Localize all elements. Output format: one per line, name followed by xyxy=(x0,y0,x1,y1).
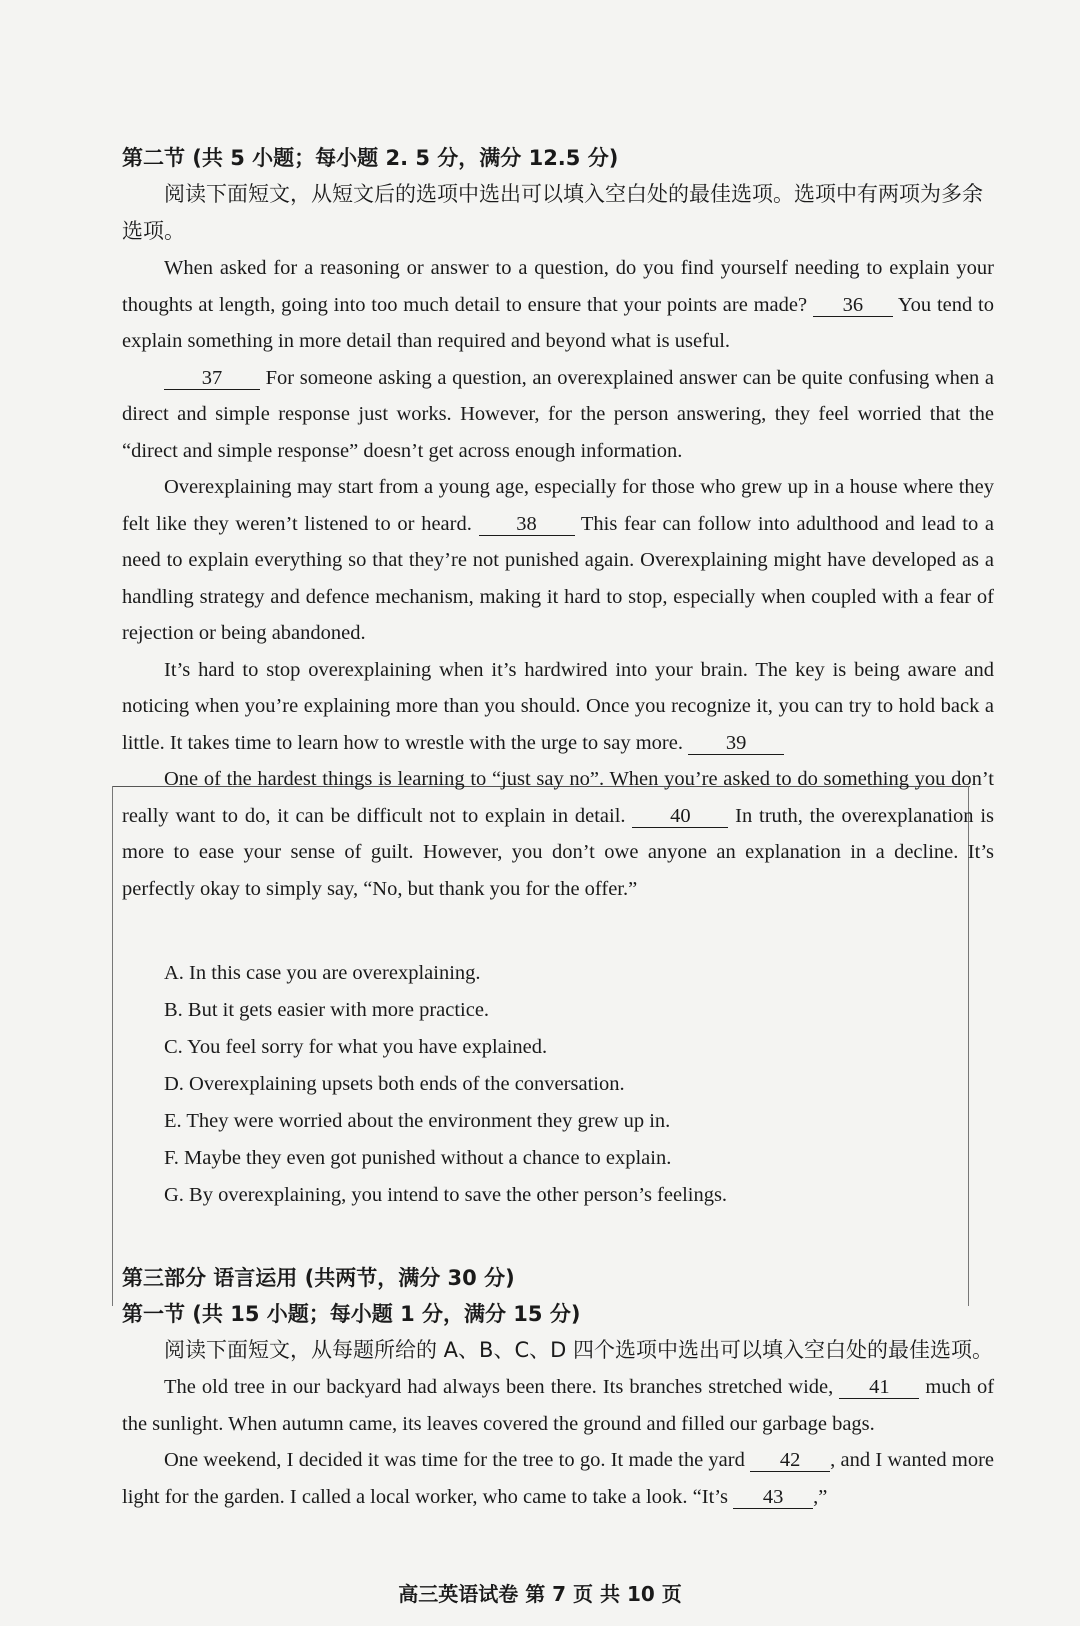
part3-section1-heading: 第一节 (共 15 小题；每小题 1 分，满分 15 分) xyxy=(122,1302,581,1326)
passage-paragraph-3 xyxy=(122,469,994,652)
page-footer: 高三英语试卷 第 7 页 共 10 页 xyxy=(398,1582,682,1606)
cloze-paragraph-1 xyxy=(122,1369,994,1442)
blank-36: 36 xyxy=(813,294,893,317)
option-d: D. Overexplaining upsets both ends of the conversation. xyxy=(164,1073,625,1095)
paragraph-text: It’s hard to stop overexplaining when it’s hardwired into your brain. The key is being aware and noticing when you’re explaining more than you should. Once you recognize it, you can try to hold back a little. It takes time to learn how to wrestle with the urge to say more. xyxy=(122,658,994,754)
section2-instruction: 阅读下面短文，从短文后的选项中选出可以填入空白处的最佳选项。选项中有两项为多余选项。 xyxy=(122,182,983,243)
paragraph-text: ,” xyxy=(813,1485,828,1508)
frame-left-rule xyxy=(112,786,113,1306)
blank-37: 37 xyxy=(164,367,260,390)
page-content xyxy=(122,140,994,1515)
paragraph-text: For someone asking a question, an overexplained answer can be quite confusing when a direct and simple response just works. However, for the person answering, they feel worried that the “direct and simple response” doesn’t get across enough information. xyxy=(122,366,994,462)
paragraph-text: much of the sunlight. When autumn came, its leaves covered the ground and filled our garbage bags. xyxy=(122,1376,995,1435)
blank-42: 42 xyxy=(750,1449,830,1472)
passage-paragraph-4 xyxy=(122,652,994,762)
option-g: G. By overexplaining, you intend to save the other person’s feelings. xyxy=(164,1184,728,1206)
blank-40: 40 xyxy=(632,805,728,828)
section2-heading: 第二节 (共 5 小题；每小题 2. 5 分，满分 12.5 分) xyxy=(122,146,619,170)
passage-paragraph-5 xyxy=(122,761,994,907)
option-c: C. You feel sorry for what you have explained. xyxy=(164,1036,548,1058)
option-a: A. In this case you are overexplaining. xyxy=(164,962,481,984)
paragraph-text: When asked for a reasoning or answer to a question, do you find yourself needing to explain your thoughts at length, going into too much detail to ensure that your points are made? xyxy=(122,257,994,316)
part3-heading: 第三部分 语言运用 (共两节，满分 30 分) xyxy=(122,1266,515,1290)
option-e: E. They were worried about the environment they grew up in. xyxy=(164,1110,671,1132)
cloze-paragraph-2 xyxy=(122,1442,994,1515)
blank-38: 38 xyxy=(479,513,575,536)
paragraph-text: One of the hardest things is learning to “just say no”. When you’re asked to do something you don’t really want to do, it can be difficult not to explain in detail. xyxy=(122,768,994,827)
option-b: B. But it gets easier with more practice. xyxy=(164,999,490,1021)
paragraph-text: This fear can follow into adulthood and lead to a need to explain everything so that they’re not punished again. Overexplaining might have developed as a handling strategy and defence mechanism, making it hard to stop, especially when coupled with a fear of rejection or being abandoned. xyxy=(122,512,995,644)
paragraph-text: You tend to explain something in more detail than required and beyond what is useful. xyxy=(122,293,994,352)
paragraph-text: Overexplaining may start from a young age, especially for those who grew up in a house where they felt like they weren’t listened to or heard. xyxy=(122,476,994,535)
paragraph-text: The old tree in our backyard had always been there. Its branches stretched wide, xyxy=(164,1376,834,1398)
passage-paragraph-1 xyxy=(122,250,994,360)
part3-instruction: 阅读下面短文，从每题所给的 A、B、C、D 四个选项中选出可以填入空白处的最佳选项。 xyxy=(164,1338,993,1362)
paragraph-text: In truth, the overexplanation is more to ease your sense of guilt. However, you don’t owe anyone an explanation in a decline. It’s perfectly okay to simply say, “No, but thank you for the offer.” xyxy=(122,804,995,900)
paragraph-text: , and I wanted more light for the garden. I called a local worker, who came to take a look. “It’s xyxy=(122,1449,995,1508)
options-list xyxy=(122,955,994,1214)
blank-39: 39 xyxy=(688,732,784,755)
passage-paragraph-2 xyxy=(122,360,994,470)
paragraph-text: One weekend, I decided it was time for the tree to go. It made the yard xyxy=(164,1449,745,1471)
blank-43: 43 xyxy=(733,1486,813,1509)
blank-41: 41 xyxy=(839,1376,919,1399)
option-f: F. Maybe they even got punished without a chance to explain. xyxy=(164,1147,672,1169)
